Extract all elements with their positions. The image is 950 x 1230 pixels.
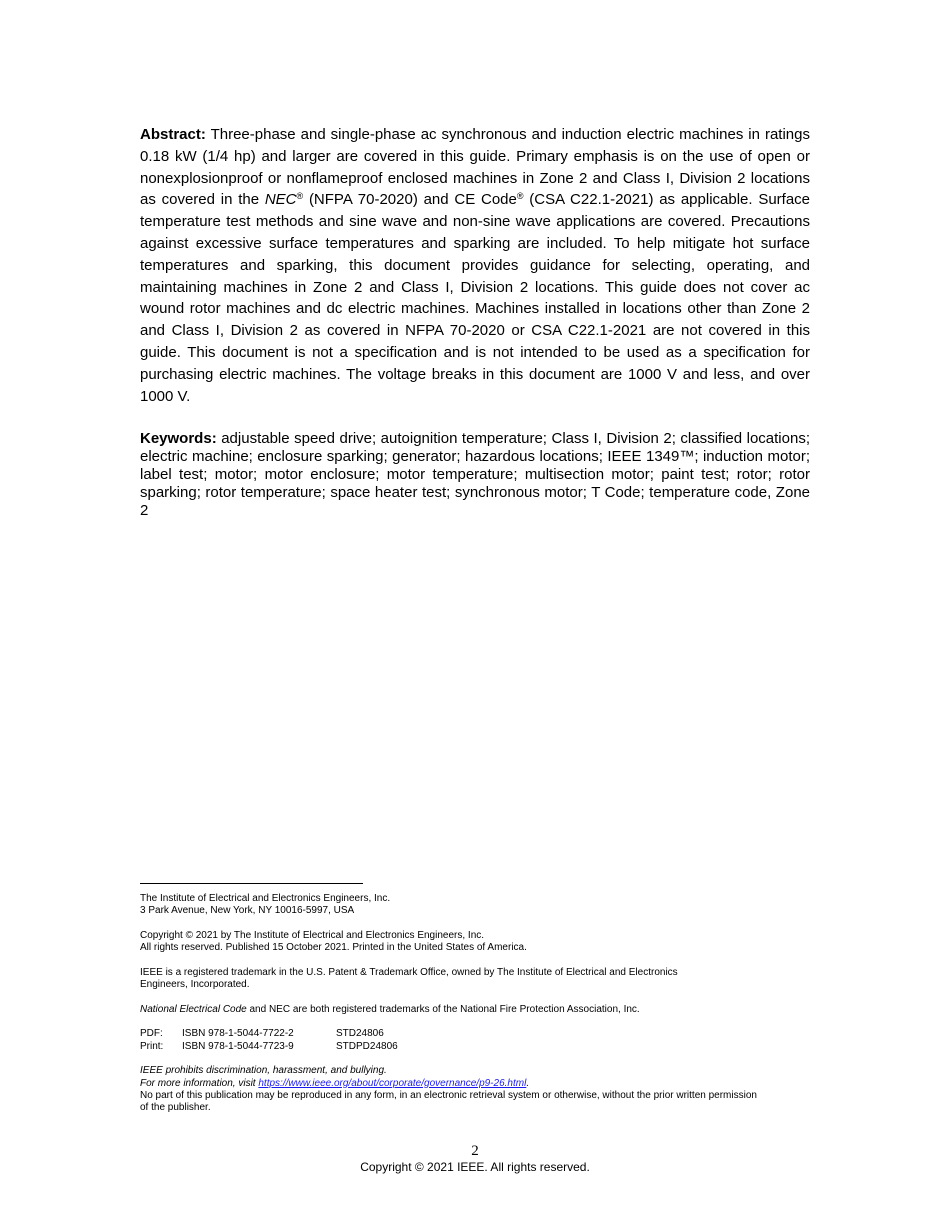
isbn-number: ISBN 978-1-5044-7723-9 (182, 1040, 294, 1052)
keywords-label: Keywords: (140, 430, 217, 447)
governance-link[interactable]: https://www.ieee.org/about/corporate/governance/p9-26.html (258, 1077, 527, 1089)
nec-italic: NEC (264, 191, 297, 209)
nec-trademark-rest: and NEC are both registered trademarks of the National Fire Protection Association, Inc. (249, 1003, 640, 1015)
prohibits-text: IEEE prohibits discrimination, harassment, and bullying. (140, 1065, 387, 1077)
page-copyright: Copyright © 2021 IEEE. All rights reserved. (360, 1160, 590, 1174)
org-name: The Institute of Electrical and Electronics Engineers, Inc. (140, 893, 391, 904)
ce-reg-mark: ® (516, 191, 524, 202)
publication-footer (140, 893, 812, 1114)
copyright-line: Copyright © 2021 by The Institute of Electrical and Electronics Engineers, Inc. (140, 929, 485, 941)
std-number: STDPD24806 (336, 1040, 398, 1052)
isbn-label: Print: (140, 1040, 164, 1052)
page-number: 2 (471, 1143, 479, 1159)
footnote-divider (140, 883, 363, 884)
nec-reg-mark: ® (296, 191, 304, 202)
more-info-prefix: For more information, visit (140, 1077, 256, 1089)
rights-line: All rights reserved. Published 15 October 2021. Printed in the United States of America. (140, 942, 527, 954)
abstract-text-1: Three-phase and single-phase ac synchronous and induction electric machines in ratings 0.18 kW (1/4 hp) and larger are covered in this guide. Primary emphasis is on the use of open or nonexplosionproof or nonflameproof enclosed machines in Zone 2 and Class I, Division 2 locations as covered in the (140, 126, 810, 209)
more-info-suffix: . (526, 1077, 530, 1089)
isbn-number: ISBN 978-1-5044-7722-2 (182, 1028, 294, 1040)
abstract-label: Abstract: (140, 126, 206, 143)
keywords-paragraph (140, 430, 810, 520)
nec-trademark (140, 1004, 812, 1016)
keywords-text: adjustable speed drive; autoignition temperature; Class I, Division 2; classified locations; electric machine; enclosure sparking; generator; hazardous locations; IEEE 1349™; induction motor; label test; motor; motor enclosure; motor temperature; multisection motor; paint test; rotor; rotor sparking; rotor temperature; space heater test; synchronous motor; T Code; temperature code, Zone 2 (140, 430, 810, 519)
isbn-row-print (140, 1041, 812, 1053)
std-number: STD24806 (336, 1028, 384, 1040)
abstract-paragraph (140, 124, 810, 407)
isbn-row-pdf (140, 1028, 812, 1040)
ieee-trademark-line-2: Engineers, Incorporated. (140, 979, 250, 991)
nec-trademark-italic: National Electrical Code (140, 1003, 247, 1015)
prohibits-line (140, 1065, 812, 1077)
org-address: 3 Park Avenue, New York, NY 10016-5997, USA (140, 905, 355, 917)
more-info-line (140, 1078, 812, 1090)
reproduction-line-2: of the publisher. (140, 1101, 211, 1113)
abstract-text-3: (CSA C22.1-2021) as applicable. Surface temperature test methods and sine wave and non-sine wave applications are covered. Precautions against excessive surface temperatures and sparking are included. To help mitigate hot surface temperatures and sparking, this document provides guidance for selecting, operating, and maintaining machines in Zone 2 and Class I, Division 2 locations. This guide does not cover ac wound rotor machines and dc electric machines. Machines installed in locations other than Zone 2 and Class I, Division 2 as covered in NFPA 70-2020 or CSA C22.1-2021 are not covered in this guide. This document is not a specification and is not intended to be used as a specification for purchasing electric machines. The voltage breaks in this document are 1000 V and less, and over 1000 V. (140, 191, 811, 405)
ieee-trademark-line-1: IEEE is a registered trademark in the U.S. Patent & Trademark Office, owned by The Institute of Electrical and Electronics (140, 966, 678, 978)
abstract-text-2: (NFPA 70-2020) and CE Code (308, 191, 517, 209)
isbn-label: PDF: (140, 1028, 163, 1040)
reproduction-line-1: No part of this publication may be reproduced in any form, in an electronic retrieval system or otherwise, without the prior written permission (140, 1089, 757, 1101)
